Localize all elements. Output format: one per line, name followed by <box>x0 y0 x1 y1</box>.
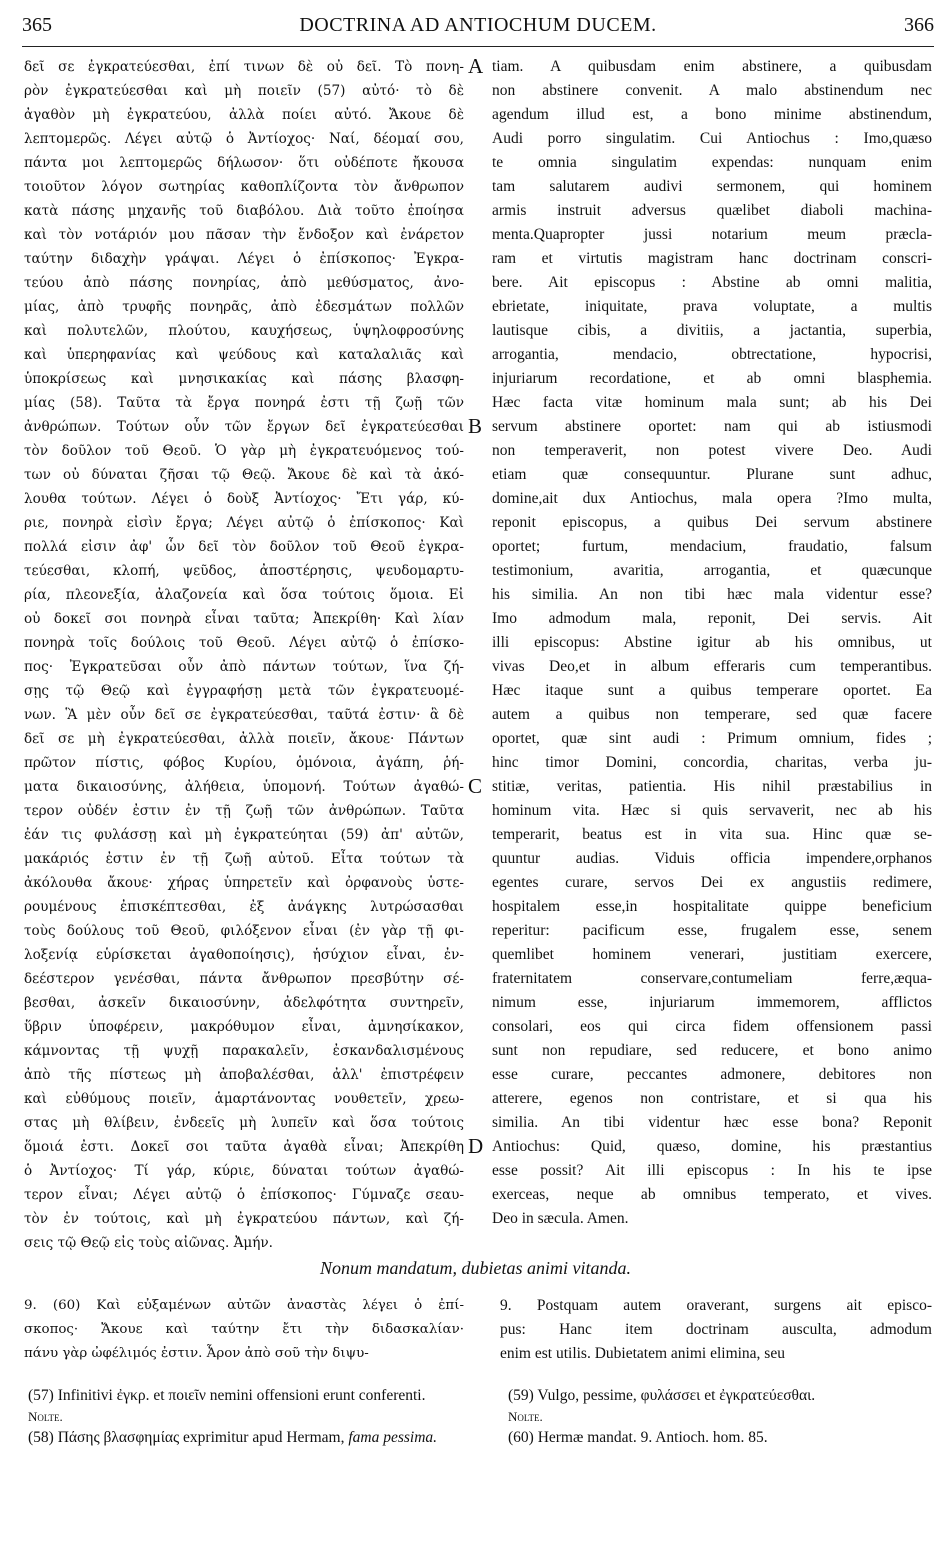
latin-text-line: exerceas, neque ab omnibus temperato, et vives. <box>492 1186 932 1203</box>
greek-text-line: τὸν ἐν τούτοις, καὶ μὴ ἐγκρατεύου πάντων, καὶ ζή- <box>24 1211 464 1227</box>
latin-text-line: Deo in sæcula. Amen. <box>492 1210 629 1227</box>
latin-text-line: esse curare, peccantes admonere, debitores non <box>492 1066 932 1083</box>
greek-text-line: λεπτομερῶς. Λέγει αὐτῷ ὁ Ἀντίοχος· Ναί, δέομαί σου, <box>24 131 464 147</box>
latin-text-line: temperarit, beatus est in vita sua. Hinc quæ se- <box>492 826 932 843</box>
greek-text-line: τεύου ἀπὸ πάσης πονηρίας, ἀπὸ μεθύσματος, ἀνο- <box>24 275 464 291</box>
margin-marker-d: D <box>468 1134 484 1158</box>
latin-column <box>492 55 932 1231</box>
latin-text-line: stitiæ, veritas, patientia. His nihil præstabilius in <box>492 778 932 795</box>
margin-marker-a: A <box>468 54 484 78</box>
latin-text-line: reponit episcopus, a quibus Dei servum abstinere <box>492 514 932 531</box>
latin-text-line: autem a quibus non temperare, sed quæ facere <box>492 706 932 723</box>
header-rule <box>22 46 934 47</box>
margin-marker-c: C <box>468 774 483 798</box>
greek-text-line: ἐάν τις φυλάσσῃ καὶ μὴ ἐγκρατεύηται (59) ἀπ' αὐτῶν, <box>24 827 464 843</box>
greek-text-line: ἀνθρώπων. Τούτων οὖν τῶν ἔργων δεῖ ἐγκρατεύεσθαι <box>24 419 464 435</box>
greek-text-line: μίας, ἀπὸ τρυφῆς πονηρᾶς, ἀπὸ ἐδεσμάτων πολλῶν <box>24 299 464 315</box>
greek-text-line: ρουμένους ἐπισκέπτεσθαι, ἐξ ἀνάγκης λυτρώσασθαι <box>24 899 464 915</box>
greek-text-line: ριε, πονηρὰ εἰσὶν ἔργα; Λέγει αὐτῷ ὁ ἐπίσκοπος· Καὶ <box>24 515 464 531</box>
greek-text-line: καὶ τὸν νοτάριόν μου πᾶσαν τὴν ἔνδοξον καὶ ἐνάρετον <box>24 227 464 243</box>
latin-text-line: fraternitatem conservare,contumeliam ferre,æqua- <box>492 970 932 987</box>
greek-text-line: σκοπος· Ἄκουε καὶ ταύτην ἔτι τὴν διδασκαλίαν· <box>24 1322 464 1337</box>
latin-text-line: atterere, egenos non contristare, et si qua his <box>492 1090 932 1107</box>
latin-text-line: hospitalem esse,in hospitalitate quippe beneficium <box>492 898 932 915</box>
greek-text-line: καὶ πολυτελῶν, πλούτου, καυχήσεως, ὑψηλοφροσύνης <box>24 323 464 339</box>
greek-text-line: 9. (60) Καὶ εὐξαμένων αὐτῶν ἀναστὰς λέγει ὁ ἐπί- <box>24 1298 464 1313</box>
latin-text-line: hominum vita. Hæc si quis servaverit, nec ab his <box>492 802 932 819</box>
latin-text-line: Antiochus: Quid, quæso, domine, his præstantius <box>492 1138 932 1155</box>
latin-text-line: Hæc facta vitæ hominum mala sunt; ab his Dei <box>492 394 932 411</box>
latin-text-line: tiam. A quibusdam enim abstinere, a quibusdam <box>492 58 932 75</box>
latin-text-line: ram et virtutis magistram hanc doctrinam conscri- <box>492 250 932 267</box>
greek-text-line: ματα δικαιοσύνης, ἀλήθεια, ὑπομονή. Τούτων ἀγαθώ- <box>24 779 464 795</box>
greek-text-line: των οὐ δύναται ζῆσαι τῷ Θεῷ. Ἄκουε δὲ καὶ τὰ ἀκό- <box>24 467 464 483</box>
greek-text-line: ρὸν ἐγκρατεύεσθαι καὶ μὴ ποιεῖν (57) αὐτό· τὸ δὲ <box>24 83 464 99</box>
greek-text-line: πος· Ἐγκρατεῦσαι οὖν ἀπὸ πάντων τούτων, ἵνα ζή- <box>24 659 464 675</box>
greek-text-line: στας μὴ θλίβειν, ἐνδεεῖς μὴ λυπεῖν καὶ ὅσα τούτοις <box>24 1115 464 1131</box>
greek-text-line: κατὰ πάσης μηχανῆς τοῦ διαβόλου. Διὰ τοῦτο ἐποίησα <box>24 203 464 219</box>
greek-text-line: οὐ δοκεῖ σοι πονηρὰ εἶναι ταῦτα; Ἀπεκρίθη· Καὶ λίαν <box>24 611 464 627</box>
latin-text-line: servum abstinere oportet: nam qui ab istiusmodi <box>492 418 932 435</box>
latin-text-line: egentes curare, servos Dei ex angustiis redimere, <box>492 874 932 891</box>
greek-text-line: λουθα τούτων. Λέγει ὁ δοὺξ Ἀντίοχος· Ἔτι γάρ, κύ- <box>24 491 464 507</box>
latin-text-line: enim est utilis. Dubietatem animi elimina, seu <box>500 1345 785 1362</box>
greek-text-line: δεέστερον γενέσθαι, πάντα ἄνθρωπον πρεσβύτην σέ- <box>24 971 464 987</box>
greek-text-line: ὅμοιά ἐστι. Δοκεῖ σοι ταῦτα ἀγαθὰ εἶναι; Ἀπεκρίθη <box>24 1139 464 1155</box>
latin-text-line: Imo admodum mala, reponit, Dei servis. Ait <box>492 610 932 627</box>
latin-text-line: arrogantia, mendacio, obtrectatione, hypocrisi, <box>492 346 932 363</box>
greek-text-line: σῃς τῷ Θεῷ καὶ ἐγγραφήσῃ μετὰ τῶν ἐγκρατευομέ- <box>24 683 464 699</box>
greek-text-line: καὶ ὑπερηφανίας καὶ ψεύδους καὶ καταλαλιᾶς καὶ <box>24 347 464 363</box>
greek-text-line: πονηρὰ τοῖς δούλοις τοῦ Θεοῦ. Λέγει αὐτῷ ὁ ἐπίσκο- <box>24 635 464 651</box>
footnote-signature: Nolte. <box>508 1409 543 1424</box>
latin-text-line: illi episcopus: Abstine igitur ab his omnibus, ut <box>492 634 932 651</box>
footnote-signature: Nolte. <box>28 1409 63 1424</box>
latin-text-line: ebrietate, iniquitate, prava voluptate, a multis <box>492 298 932 315</box>
footnote-57: (57) Infinitivi ἐγκρ. et ποιεῖν nemini offensioni erunt conferenti. Nolte. <box>28 1387 426 1424</box>
greek-text-line: ὑποκρίσεως καὶ μνησικακίας καὶ πάσης βλασφη- <box>24 371 464 387</box>
greek-text-line: τὸν δοῦλον τοῦ Θεοῦ. Ὁ γὰρ μὴ ἐγκρατευόμενος τού- <box>24 443 464 459</box>
latin-text-line: Hæc itaque sunt a quibus temperare oportet. Ea <box>492 682 932 699</box>
latin-text-line: consolari, eos qui circa fidem offensionem passi <box>492 1018 932 1035</box>
greek-text-line: πολλά εἰσιν ἀφ' ὧν δεῖ τὸν δοῦλον τοῦ Θεοῦ ἐγκρα- <box>24 539 464 555</box>
margin-marker-b: B <box>468 414 483 438</box>
latin-text-line: similia. An tibi videntur hæc esse bona? Reponit <box>492 1114 932 1131</box>
latin-text-line: menta.Quapropter jussi notarium meum præcla- <box>492 226 932 243</box>
greek-text-line: τεύεσθαι, κλοπή, ψεῦδος, ἀποστέρησις, ψευδομαρτυ- <box>24 563 464 579</box>
latin-text-line: te omnia singulatim expendas: nunquam enim <box>492 154 932 171</box>
greek-text-line: μακάριός ἐστιν ἐν τῇ ζωῇ αὐτοῦ. Εἶτα τούτων τὰ <box>24 851 464 867</box>
greek-text-line: λοξενίᾳ εὑρίσκεται ἀγαθοποίησις), ἡσύχιον εἶναι, ἐν- <box>24 947 464 963</box>
greek-text-line: ἀκόλουθα ἄκουε· χήρας ὑπηρετεῖν καὶ ὀρφανοὺς ὑστε- <box>24 875 464 891</box>
greek-text-line: ἀπὸ τῆς πίστεως μὴ ἀποβαλέσθαι, ἀλλ' ἐπιστρέφειν <box>24 1067 464 1083</box>
greek-text-line: νων. Ἃ μὲν οὖν δεῖ σε ἐγκρατεύεσθαι, ταῦτά ἐστιν· ἃ δὲ <box>24 707 464 723</box>
greek-text-line: δεῖ σε μὴ ἐγκρατεύεσθαι, ἀλλὰ ποιεῖν, ἄκουε· Πάντων <box>24 731 464 747</box>
greek-text-line: δεῖ σε ἐγκρατεύεσθαι, ἐπί τινων δὲ οὐ δεῖ. Τὸ πονη- <box>24 59 464 75</box>
footnotes-left <box>28 1385 464 1448</box>
latin-text-line: sunt non repudiare, sed reducere, et bono animo <box>492 1042 932 1059</box>
greek-text-line: ἀγαθὸν μὴ ἐγκρατεύου, ἀλλὰ ποίει αὐτό. Ἄκουε δὲ <box>24 107 464 123</box>
greek-text-line: ρία, πλεονεξία, ἀλαζονεία καὶ ὅσα τούτοις ὅμοια. Εἰ <box>24 587 464 603</box>
running-title: DOCTRINA AD ANTIOCHUM DUCEM. <box>299 14 657 36</box>
greek-text-line: πρῶτον πίστις, φόβος Κυρίου, ὁμόνοια, ἀγάπη, ῥή- <box>24 755 464 771</box>
greek-text-line: τοιοῦτον λόγον σωτηρίας καθοπλίζοντα τὸν ἄνθρωπον <box>24 179 464 195</box>
latin-text-line: Audi porro singulatim. Cui Antiochus : Imo,quæso <box>492 130 932 147</box>
greek-column <box>24 55 464 1255</box>
footnote-60: (60) Hermæ mandat. 9. Antioch. hom. 85. <box>508 1429 768 1446</box>
latin-text-line: bere. Ait episcopus : Abstine ab omni malitia, <box>492 274 932 291</box>
latin-text-line: quuntur audias. Viduis officia impendere,orphanos <box>492 850 932 867</box>
latin-text-line: hinc timor Domini, concordia, charitas, verba ju- <box>492 754 932 771</box>
greek-text-line: τοὺς δούλους τοῦ Θεοῦ, φιλόξενον εἶναι (ἐν γὰρ τῇ φι- <box>24 923 464 939</box>
footnote-59: (59) Vulgo, pessime, φυλάσσει et ἐγκρατεύεσθαι. Nolte. <box>508 1387 816 1424</box>
greek-text-line: τερον εἶναι; Λέγει αὐτῷ ὁ ἐπίσκοπος· Γύμναζε σεαυ- <box>24 1187 464 1203</box>
latin-text-line: lautisque cibis, a divitiis, a jactantia, superbia, <box>492 322 932 339</box>
running-header <box>22 14 934 44</box>
greek-text-line: ὁ Ἀντίοχος· Τί γάρ, κύριε, δύναται τούτων ἀγαθώ- <box>24 1163 464 1179</box>
greek-text-line: ὕβριν ὑποφέρειν, μακρόθυμον εἶναι, ἀμνησίκακον, <box>24 1019 464 1035</box>
latin-text-line: armis instruit adversus quælibet diaboli machina- <box>492 202 932 219</box>
latin-text-line: esse possit? Ait illi episcopus : In his te ipse <box>492 1162 932 1179</box>
page-number-right: 366 <box>904 14 934 36</box>
latin-text-line: testimonium, avaritia, arrogantia, et quæcunque <box>492 562 932 579</box>
latin-text-line: oportet, quæ sint audi : Primum omnium, fides ; <box>492 730 932 747</box>
latin-text-line: tam salutarem audivi sermonem, qui hominem <box>492 178 932 195</box>
page-number-left: 365 <box>22 14 52 36</box>
footnotes-right <box>508 1385 932 1448</box>
latin-text-line: oportet; furtum, mendacium, fraudatio, falsum <box>492 538 932 555</box>
greek-text-line: μίας (58). Ταῦτα τὰ ἔργα πονηρά ἐστι τῇ ζωῇ τῶν <box>24 395 464 411</box>
latin-text-line: 9. Postquam autem oraverant, surgens ait episco- <box>500 1297 932 1314</box>
latin-text-line: agendum illud est, a bono minime abstinendum, <box>492 106 932 123</box>
latin-text-line: injuriarum recordatione, et ab omni blasphemia. <box>492 370 932 387</box>
footnote-58: (58) Πάσης βλασφημίας exprimitur apud Hermam, fama pessima. <box>28 1429 438 1446</box>
latin-text-line: pus: Hanc item doctrinam ausculta, admodum <box>500 1321 932 1338</box>
latin-text-line: reperitur: pacificum esse, frugalem esse, senem <box>492 922 932 939</box>
greek-text-line: τερον οὐδέν ἐστιν ἐν τῇ ζωῇ τῶν ἀνθρώπων. Ταῦτα <box>24 803 464 819</box>
latin-text-line: nimum esse, injuriarum immemorem, afflictos <box>492 994 932 1011</box>
section-title: Nonum mandatum, dubietas animi vitanda. <box>320 1258 631 1278</box>
latin-text-line: non temperaverit, non potest vivere Deo. Audi <box>492 442 932 459</box>
section9-greek <box>24 1294 464 1366</box>
latin-text-line: non abstinere convenit. A malo abstinendum nec <box>492 82 932 99</box>
greek-text-line: πάνυ γὰρ ὠφέλιμός ἐστιν. Ἆρον ἀπὸ σοῦ τὴν διψυ- <box>24 1346 369 1361</box>
greek-text-line: βεσθαι, ἀσκεῖν δικαιοσύνην, ἀδελφότητα συντηρεῖν, <box>24 995 464 1011</box>
latin-text-line: his similia. An non tibi hæc mala videntur esse? <box>492 586 932 603</box>
greek-text-line: κάμνοντας τῇ ψυχῇ παρακαλεῖν, ἐσκανδαλισμένους <box>24 1043 464 1059</box>
greek-text-line: ταύτην διδαχὴν γράψαι. Λέγει ὁ ἐπίσκοπος· Ἐγκρα- <box>24 251 464 267</box>
footnote-emphasis: fama pessima. <box>348 1429 438 1446</box>
greek-text-line: πάντα μοι λεπτομερῶς δήλωσον· ὅτι οὐδέποτε ἤκουσα <box>24 155 464 171</box>
section9-latin <box>500 1294 932 1366</box>
latin-text-line: quemlibet hominem venerari, justitiam exercere, <box>492 946 932 963</box>
latin-text-line: etiam quæ consequuntur. Plurane sunt adhuc, <box>492 466 932 483</box>
latin-text-line: vivas Deo,et in album efferaris cum temperantibus. <box>492 658 932 675</box>
greek-text-line: καὶ εὐθύμους ποιεῖν, ἁμαρτάνοντας νουθετεῖν, χρεω- <box>24 1091 464 1107</box>
greek-text-line: σεις τῷ Θεῷ εἰς τοὺς αἰῶνας. Ἀμήν. <box>24 1235 273 1251</box>
latin-text-line: domine,ait dux Antiochus, mala opera ?Imo multa, <box>492 490 932 507</box>
